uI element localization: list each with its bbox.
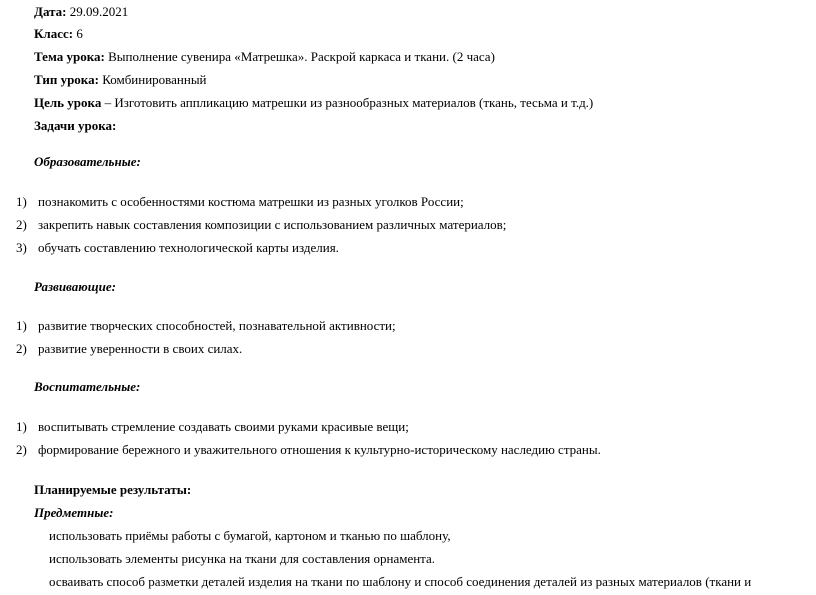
list-item-text: формирование бережного и уважительного отношения к культурно-историческому наследию страны. [38,442,601,457]
upbringing-heading: Воспитательные: [34,379,141,394]
list-item-number: 2) [16,217,27,232]
list-item-text: развитие уверенности в своих силах. [38,341,243,356]
result-line: использовать приёмы работы с бумагой, картоном и тканью по шаблону, [49,528,451,543]
list-item-text: воспитывать стремление создавать своими руками красивые вещи; [38,419,409,434]
class-value: 6 [76,26,83,41]
goal-line [34,95,593,111]
list-item-number: 1) [16,194,27,209]
educational-heading: Образовательные: [34,154,141,169]
class-line [34,26,83,42]
list-item-number: 2) [16,442,27,457]
list-item [16,341,806,357]
type-label: Тип урока: [34,72,99,87]
list-item-number: 1) [16,318,27,333]
date-label: Дата: [34,4,67,19]
list-item-number: 2) [16,341,27,356]
topic-line [34,49,495,65]
list-item [16,318,806,334]
result-line: использовать элементы рисунка на ткани для составления орнамента. [49,551,436,566]
date-line [34,4,128,20]
list-item-text: познакомить с особенностями костюма матрешки из разных уголков России; [38,194,464,209]
list-item-text: обучать составлению технологической карты изделия. [38,240,339,255]
topic-value: Выполнение сувенира «Матрешка». Раскрой каркаса и ткани. (2 часа) [108,49,495,64]
list-item [16,217,806,233]
list-item-number: 3) [16,240,27,255]
tasks-heading: Задачи урока: [34,118,117,133]
list-item [16,442,806,458]
list-item-text: развитие творческих способностей, познавательной активности; [38,318,396,333]
list-item [16,240,806,256]
class-label: Класс: [34,26,74,41]
type-line [34,72,207,88]
developing-heading: Развивающие: [34,279,116,294]
goal-value: – Изготовить аппликацию матрешки из разнообразных материалов (ткань, тесьма и т.д.) [104,95,594,110]
type-value: Комбинированный [102,72,207,87]
list-item-text: закрепить навык составления композиции с использованием различных материалов; [38,217,507,232]
list-item-number: 1) [16,419,27,434]
results-heading: Планируемые результаты: [34,482,192,497]
topic-label: Тема урока: [34,49,105,64]
goal-label: Цель урока [34,95,102,110]
list-item [16,194,806,210]
list-item [16,419,806,435]
subject-results-heading: Предметные: [34,505,114,520]
result-line: осваивать способ разметки деталей изделия на ткани по шаблону и способ соединения деталей из разных материалов (ткани и [49,574,752,589]
date-value: 29.09.2021 [69,4,129,19]
